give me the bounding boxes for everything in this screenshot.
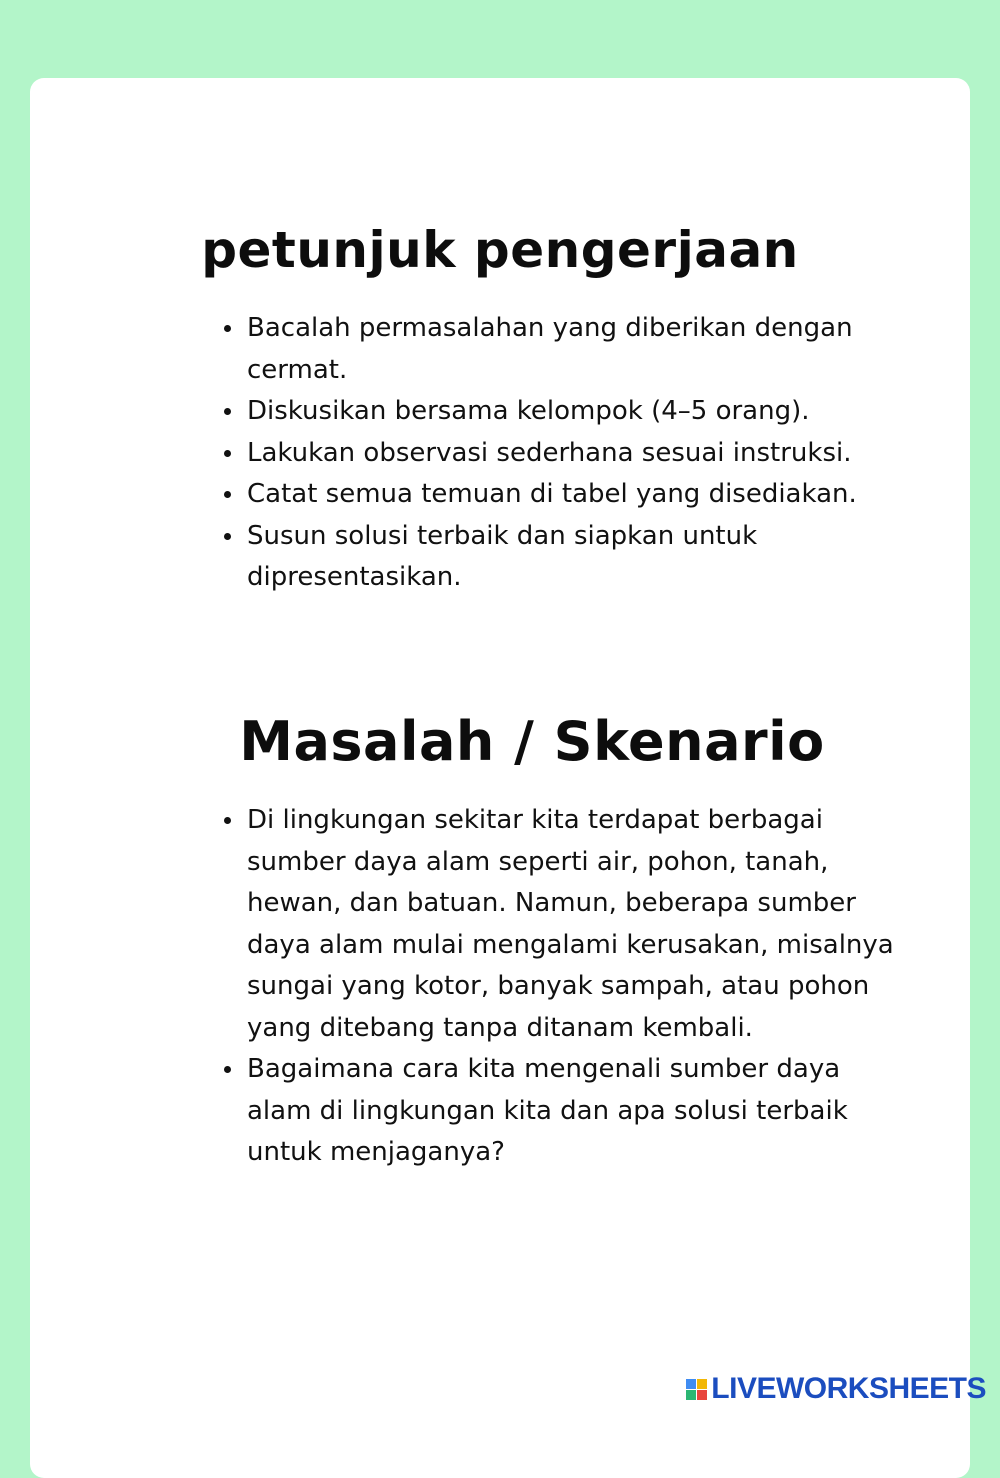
instruction-text: Susun solusi terbaik dan siapkan untuk dipresentasikan. [247,520,758,592]
instruction-text: Diskusikan bersama kelompok (4–5 orang). [247,396,810,426]
bullet-icon [224,325,231,332]
logo-tile [697,1390,707,1400]
instructions-title: petunjuk pengerjaan [201,221,799,279]
bullet-icon [224,817,231,824]
list-item [216,1049,896,1174]
list-item [216,516,896,599]
list-item [216,391,896,433]
list-item [216,800,896,1049]
list-item [216,433,896,475]
scenario-list [216,800,896,1174]
list-item [216,474,896,516]
bullet-icon [224,533,231,540]
bullet-icon [224,450,231,457]
logo-tile [686,1390,696,1400]
instructions-list [216,308,896,599]
bullet-icon [224,1066,231,1073]
liveworksheets-brand[interactable] [686,1372,986,1406]
list-item [216,308,896,391]
logo-tile [697,1379,707,1389]
scenario-text: Bagaimana cara kita mengenali sumber daya alam di lingkungan kita dan apa solusi terbaik untuk menjaganya? [247,1054,848,1167]
worksheet-card [30,78,970,1478]
scenario-text: Di lingkungan sekitar kita terdapat berbagai sumber daya alam seperti air, pohon, tanah, hewan, dan batuan. Namun, beberapa sumber daya alam mulai mengalami kerusakan, misalnya sungai yang kotor, banyak sampah, atau pohon yang ditebang tanpa ditanam kembali. [247,805,894,1043]
logo-tile [686,1379,696,1389]
brand-name: LIVEWORKSHEETS [711,1372,986,1405]
scenario-title: Masalah / Skenario [239,710,825,773]
instruction-text: Catat semua temuan di tabel yang disediakan. [247,479,857,509]
bullet-icon [224,491,231,498]
instruction-text: Bacalah permasalahan yang diberikan dengan cermat. [247,313,853,385]
instruction-text: Lakukan observasi sederhana sesuai instruksi. [247,437,852,468]
bullet-icon [224,408,231,415]
liveworksheets-logo-icon [686,1379,707,1400]
